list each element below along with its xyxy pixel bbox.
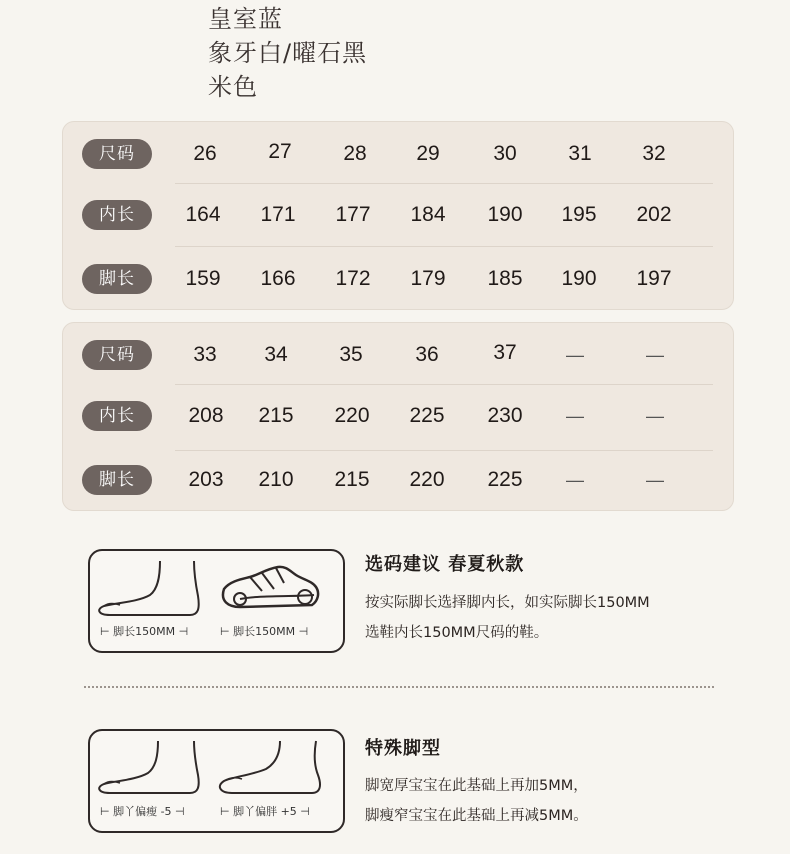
special-foot-text: 脚瘦窄宝宝在此基础上再减5MM。 [365,808,588,824]
bracket-right-icon: ⊣ [295,625,309,638]
bracket-left-icon: ⊢ [100,805,114,818]
size-advice-text: 按实际脚长选择脚内长，如实际脚长150MM [365,595,650,611]
table-cell: 35 [339,343,363,366]
caption-text: 脚丫偏瘦 -5 [113,805,172,818]
table-cell: 185 [487,267,523,290]
table-cell: 190 [561,267,597,290]
table-cell: 37 [493,341,517,364]
table-cell: 179 [410,267,446,290]
table-cell: 36 [415,343,439,366]
size-advice-illustration [88,549,345,653]
illustration-caption [100,803,185,819]
table-cell: 210 [258,468,294,491]
special-foot-title: 特殊脚型 [365,738,441,759]
row-label-inner-length: 内长 [82,401,152,431]
table-cell: 225 [487,468,523,491]
table-cell: 220 [334,404,370,427]
illustration-caption [100,623,188,639]
table-cell: — [646,345,664,365]
color-option: 皇室蓝 [208,5,283,33]
table-cell: 159 [185,267,221,290]
size-advice-title: 选码建议 春夏秋款 [365,554,525,575]
special-foot-text: 脚宽厚宝宝在此基础上再加5MM， [365,778,588,794]
table-cell: 203 [188,468,224,491]
table-cell: 31 [568,142,592,165]
table-cell: 215 [334,468,370,491]
inner-length-row [63,396,733,436]
size-advice-text: 选鞋内长150MM尺码的鞋。 [365,625,549,641]
table-cell: 215 [258,404,294,427]
table-cell: 202 [636,203,672,226]
foot-length-row [63,460,733,500]
size-table-1 [62,121,734,310]
table-cell: 32 [642,142,666,165]
row-divider [175,384,713,385]
table-cell: 225 [409,404,445,427]
bracket-right-icon: ⊣ [171,805,185,818]
illustration-caption [220,803,310,819]
table-cell: — [566,470,584,490]
table-cell: 230 [487,404,523,427]
section-divider [84,686,714,688]
table-cell: 177 [335,203,371,226]
table-cell: 27 [268,140,292,163]
table-cell: 172 [335,267,371,290]
table-cell: 197 [636,267,672,290]
table-cell: 208 [188,404,224,427]
table-cell: 184 [410,203,446,226]
row-label-foot-length: 脚长 [82,465,152,495]
table-cell: 26 [193,142,217,165]
row-divider [175,450,713,451]
row-label-size: 尺码 [82,340,152,370]
inner-length-row [63,195,733,235]
row-divider [175,183,713,184]
table-cell: 166 [260,267,296,290]
color-option: 象牙白/曜石黑 [208,39,368,67]
table-cell: 164 [185,203,221,226]
color-options [208,2,367,104]
row-label-size: 尺码 [82,139,152,169]
table-cell: — [566,345,584,365]
foot-length-row [63,259,733,299]
row-divider [175,246,713,247]
table-cell: 195 [561,203,597,226]
bracket-right-icon: ⊣ [296,805,310,818]
table-cell: 33 [193,343,217,366]
table-cell: — [646,470,664,490]
bracket-left-icon: ⊢ [220,805,234,818]
caption-text: 脚长150MM [113,625,176,638]
row-label-inner-length: 内长 [82,200,152,230]
table-cell: — [566,406,584,426]
table-cell: 220 [409,468,445,491]
table-cell: 29 [416,142,440,165]
size-row [63,335,733,375]
color-option: 米色 [208,73,258,101]
size-table-2 [62,322,734,511]
table-cell: 34 [264,343,288,366]
row-label-foot-length: 脚长 [82,264,152,294]
table-cell: 28 [343,142,367,165]
table-cell: 171 [260,203,296,226]
bracket-right-icon: ⊣ [175,625,189,638]
caption-text: 脚丫偏胖 +5 [233,805,297,818]
size-row [63,134,733,174]
table-cell: 190 [487,203,523,226]
caption-text: 脚长150MM [233,625,296,638]
bracket-left-icon: ⊢ [220,625,234,638]
special-foot-illustration [88,729,345,833]
table-cell: — [646,406,664,426]
table-cell: 30 [493,142,517,165]
bracket-left-icon: ⊢ [100,625,114,638]
illustration-caption [220,623,308,639]
